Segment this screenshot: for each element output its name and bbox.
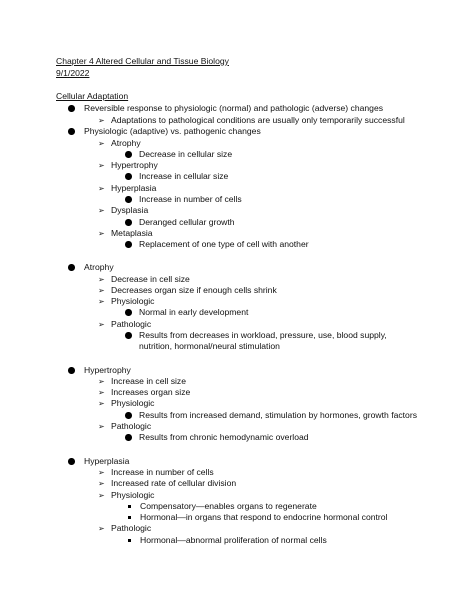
- bullet-dot-icon: [68, 367, 75, 374]
- outline-item-level-2: Pathologic: [111, 523, 152, 533]
- outline-item-level-2: Increased rate of cellular division: [111, 478, 237, 488]
- arrow-bullet-icon: ➢: [98, 229, 105, 238]
- outline-item-level-1: Atrophy: [84, 262, 114, 272]
- outline-item-level-3: Deranged cellular growth: [139, 217, 235, 227]
- document-date: 9/1/2022: [56, 68, 90, 78]
- arrow-bullet-icon: ➢: [98, 275, 105, 284]
- bullet-dot-icon: [68, 458, 75, 465]
- bullet-dot-icon: [68, 264, 75, 271]
- outline-item-level-3: Results from decreases in workload, pressure, use, blood supply,: [139, 330, 387, 340]
- bullet-dot-icon: [125, 219, 132, 226]
- square-bullet-icon: [128, 505, 131, 508]
- section-heading: Cellular Adaptation: [56, 91, 129, 101]
- outline-item-level-3: nutrition, hormonal/neural stimulation: [139, 341, 280, 351]
- outline-item-level-2: Increase in number of cells: [111, 467, 214, 477]
- outline-item-level-3: Results from chronic hemodynamic overload: [139, 432, 309, 442]
- document-title: Chapter 4 Altered Cellular and Tissue Biology: [56, 56, 229, 66]
- outline-item-level-2: Hypertrophy: [111, 160, 158, 170]
- outline-item-level-2: Metaplasia: [111, 228, 153, 238]
- arrow-bullet-icon: ➢: [98, 524, 105, 533]
- arrow-bullet-icon: ➢: [98, 161, 105, 170]
- arrow-bullet-icon: ➢: [98, 116, 105, 125]
- outline-item-level-2: Decrease in cell size: [111, 274, 190, 284]
- bullet-dot-icon: [125, 309, 132, 316]
- bullet-dot-icon: [125, 412, 132, 419]
- bullet-dot-icon: [68, 105, 75, 112]
- bullet-dot-icon: [125, 241, 132, 248]
- outline-item-level-1: Physiologic (adaptive) vs. pathogenic changes: [84, 126, 261, 136]
- outline-item-level-3: Replacement of one type of cell with another: [139, 239, 309, 249]
- outline-item-level-2: Adaptations to pathological conditions are usually only temporarily successful: [111, 115, 405, 125]
- outline-item-level-3: Normal in early development: [139, 307, 249, 317]
- bullet-dot-icon: [125, 173, 132, 180]
- arrow-bullet-icon: ➢: [98, 286, 105, 295]
- outline-item-level-2: Pathologic: [111, 421, 152, 431]
- outline-item-level-2: Dysplasia: [111, 205, 149, 215]
- outline-item-level-1: Hyperplasia: [84, 456, 130, 466]
- outline-item-level-3: Results from increased demand, stimulation by hormones, growth factors: [139, 410, 417, 420]
- outline-item-level-2: Hyperplasia: [111, 183, 157, 193]
- square-bullet-icon: [128, 516, 131, 519]
- outline-item-level-2: Physiologic: [111, 490, 155, 500]
- arrow-bullet-icon: ➢: [98, 388, 105, 397]
- bullet-dot-icon: [125, 151, 132, 158]
- outline-item-level-3: Increase in number of cells: [139, 194, 242, 204]
- arrow-bullet-icon: ➢: [98, 297, 105, 306]
- outline-item-level-2: Atrophy: [111, 138, 141, 148]
- outline-item-level-4: Hormonal—in organs that respond to endocrine hormonal control: [140, 512, 388, 522]
- arrow-bullet-icon: ➢: [98, 184, 105, 193]
- outline-item-level-1: Reversible response to physiologic (normal) and pathologic (adverse) changes: [84, 103, 384, 113]
- outline-item-level-3: Increase in cellular size: [139, 171, 229, 181]
- outline-item-level-2: Physiologic: [111, 296, 155, 306]
- arrow-bullet-icon: ➢: [98, 139, 105, 148]
- outline-item-level-4: Hormonal—abnormal proliferation of normal cells: [140, 535, 327, 545]
- arrow-bullet-icon: ➢: [98, 377, 105, 386]
- bullet-dot-icon: [125, 434, 132, 441]
- outline-item-level-2: Decreases organ size if enough cells shrink: [111, 285, 277, 295]
- arrow-bullet-icon: ➢: [98, 320, 105, 329]
- arrow-bullet-icon: ➢: [98, 422, 105, 431]
- arrow-bullet-icon: ➢: [98, 206, 105, 215]
- bullet-dot-icon: [125, 332, 132, 339]
- arrow-bullet-icon: ➢: [98, 491, 105, 500]
- bullet-dot-icon: [125, 196, 132, 203]
- arrow-bullet-icon: ➢: [98, 399, 105, 408]
- arrow-bullet-icon: ➢: [98, 468, 105, 477]
- outline-item-level-2: Increases organ size: [111, 387, 191, 397]
- outline-item-level-4: Compensatory—enables organs to regenerate: [140, 501, 317, 511]
- outline-item-level-1: Hypertrophy: [84, 365, 131, 375]
- outline-item-level-3: Decrease in cellular size: [139, 149, 233, 159]
- outline-item-level-2: Increase in cell size: [111, 376, 186, 386]
- outline-item-level-2: Pathologic: [111, 319, 152, 329]
- arrow-bullet-icon: ➢: [98, 479, 105, 488]
- square-bullet-icon: [128, 539, 131, 542]
- bullet-dot-icon: [68, 128, 75, 135]
- outline-item-level-2: Physiologic: [111, 398, 155, 408]
